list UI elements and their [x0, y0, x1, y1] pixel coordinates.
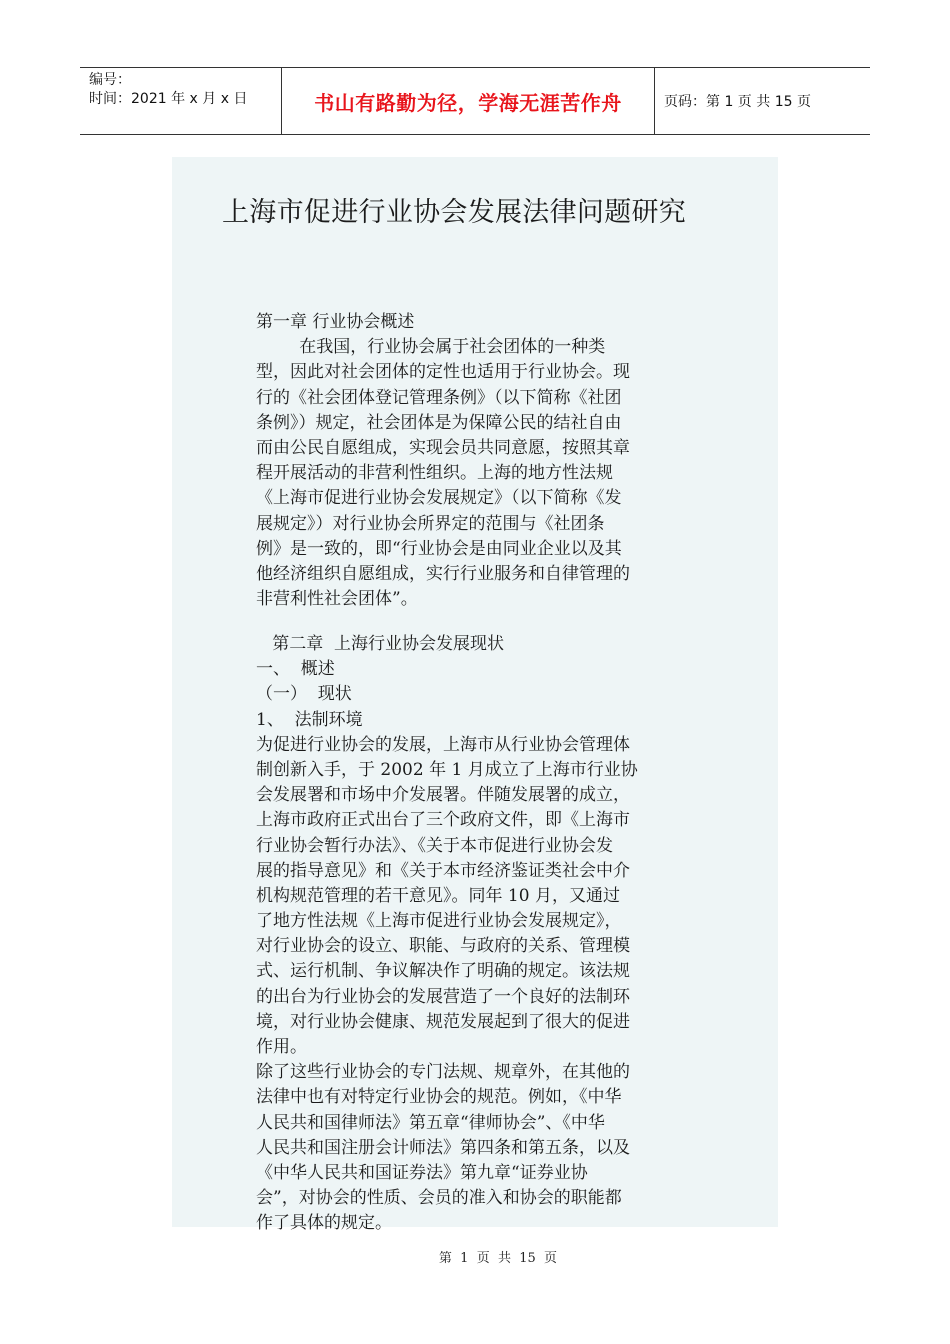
- section-heading: 一、 概述: [256, 659, 335, 680]
- text-line: 例》是一致的，即“行业协会是由同业企业以及其: [256, 538, 622, 559]
- text-line: 他经济组织自愿组成，实行行业服务和自律管理的: [256, 563, 630, 584]
- text-line: 机构规范管理的若干意见》。同年 10 月，又通过: [256, 885, 620, 906]
- text-line: 《上海市促进行业协会发展规定》（以下简称《发: [256, 488, 622, 509]
- text-line: 上海市政府正式出台了三个政府文件，即《上海市: [256, 810, 630, 831]
- header-page-cell: [655, 68, 870, 134]
- text-line: 程开展活动的非营利性组织。上海的地方性法规: [256, 463, 613, 484]
- subsection-heading: （一） 现状: [256, 684, 352, 705]
- text-line: 对行业协会的设立、职能、与政府的关系、管理模: [256, 936, 630, 957]
- page-header: [80, 67, 870, 135]
- text-line: 人民共和国律师法》第五章“律师协会”、《中华: [256, 1112, 605, 1133]
- text-line: 型，因此对社会团体的定性也适用于行业协会。现: [256, 362, 630, 383]
- number-label: 编号：: [89, 72, 131, 88]
- text-line: 展的指导意见》和《关于本市经济鉴证类社会中介: [256, 860, 630, 881]
- text-line: 除了这些行业协会的专门法规、规章外，在其他的: [256, 1062, 630, 1083]
- section-2-text: [256, 632, 686, 1237]
- header-meta-cell: [80, 68, 282, 134]
- page-footer: [0, 1247, 950, 1266]
- text-line: 条例》）规定，社会团体是为保障公民的结社自由: [256, 412, 622, 433]
- text-line: 了地方性法规《上海市促进行业协会发展规定》，: [256, 911, 622, 932]
- text-line: 式、运行机制、争议解决作了明确的规定。该法规: [256, 961, 630, 982]
- header-motto-cell: [282, 68, 655, 134]
- text-line: 行业协会暂行办法》、《关于本市促进行业协会发: [256, 835, 613, 856]
- motto-text: 书山有路勤为径，学海无涯苦作舟: [314, 90, 622, 115]
- text-line: 第一章 行业协会概述: [256, 312, 415, 332]
- text-line: 而由公民自愿组成，实现会员共同意愿，按照其章: [256, 437, 630, 458]
- text-line: 作了具体的规定。: [256, 1213, 392, 1234]
- text-line: 会”，对协会的性质、会员的准入和协会的职能都: [256, 1188, 622, 1209]
- chapter-heading: 第二章 上海行业协会发展现状: [256, 634, 505, 654]
- text-line: 在我国，行业协会属于社会团体的一种类: [256, 337, 606, 358]
- page-info: 页码：第 1 页 共 15 页: [664, 94, 811, 110]
- footer-page-number: 第 1 页 共 15 页: [438, 1251, 558, 1266]
- text-line: 境，对行业协会健康、规范发展起到了很大的促进: [256, 1011, 630, 1032]
- text-line: 展规定》）对行业协会所界定的范围与《社团条: [256, 513, 605, 534]
- text-line: 法律中也有对特定行业协会的规范。例如，《中华: [256, 1087, 622, 1108]
- text-line: 人民共和国注册会计师法》第四条和第五条，以及: [256, 1137, 630, 1158]
- text-line: 《中华人民共和国证券法》第九章“证券业协: [256, 1162, 588, 1183]
- text-line: 为促进行业协会的发展，上海市从行业协会管理体: [256, 734, 630, 755]
- text-line: 会发展署和市场中介发展署。伴随发展署的成立，: [256, 785, 630, 806]
- item-heading: 1、 法制环境: [256, 709, 363, 730]
- time-label: 时间：2021 年 x 月 x 日: [89, 91, 248, 107]
- text-line: 作用。: [256, 1037, 307, 1057]
- section-1-text: [256, 310, 686, 612]
- text-line: 行的《社会团体登记管理条例》（以下简称《社团: [256, 387, 622, 408]
- document-title: 上海市促进行业协会发展法律问题研究: [222, 197, 687, 228]
- text-line: 的出台为行业协会的发展营造了一个良好的法制环: [256, 986, 630, 1007]
- text-line: 非营利性社会团体”。: [256, 589, 418, 610]
- text-line: 制创新入手，于 2002 年 1 月成立了上海市行业协: [256, 759, 638, 780]
